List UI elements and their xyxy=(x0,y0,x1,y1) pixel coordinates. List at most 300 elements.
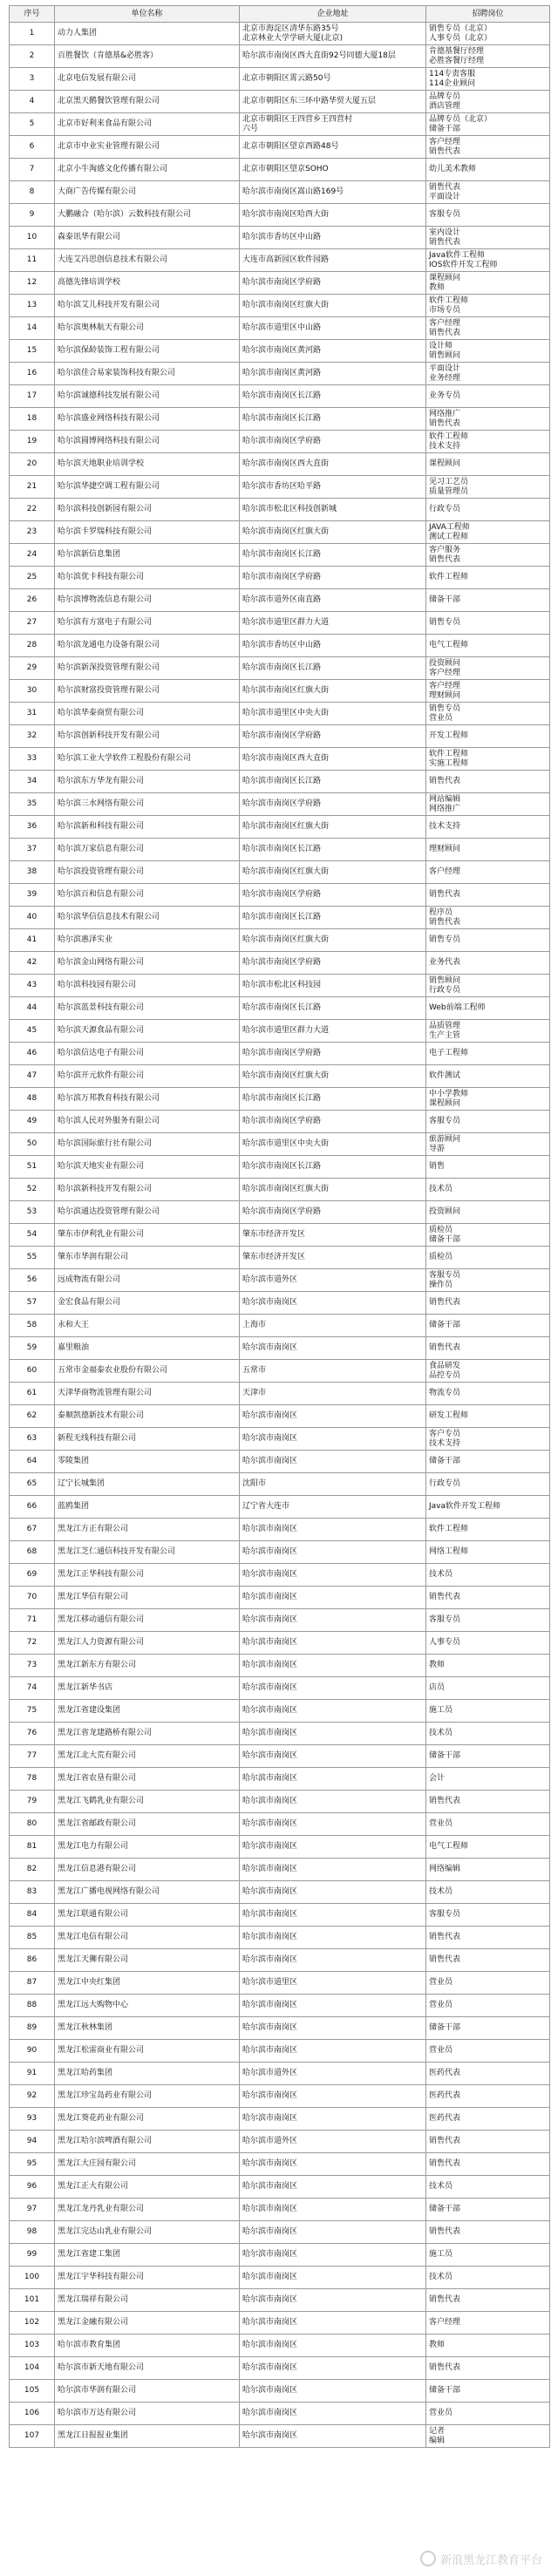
row-positions: 销售代表 xyxy=(426,1587,550,1609)
table-row xyxy=(10,2153,550,2176)
row-address: 哈尔滨市南岗区学府路 xyxy=(240,725,426,748)
row-address: 哈尔滨市南岗区 xyxy=(240,1723,426,1745)
table-row xyxy=(10,1881,550,1904)
table-row xyxy=(10,1632,550,1655)
table-row xyxy=(10,2335,550,2357)
row-address: 哈尔滨市南岗区学府路 xyxy=(240,431,426,453)
table-row xyxy=(10,181,550,204)
row-index: 48 xyxy=(10,1088,55,1111)
row-unit-name: 黑龙江华信有限公司 xyxy=(55,1587,240,1609)
row-address: 哈尔滨市南岗区红旗大街 xyxy=(240,521,426,544)
row-address: 哈尔滨市道里区 xyxy=(240,1972,426,1995)
row-unit-name: 哈尔滨东方华龙有限公司 xyxy=(55,771,240,793)
row-index: 90 xyxy=(10,2040,55,2063)
table-row xyxy=(10,2221,550,2244)
row-address: 哈尔滨市南岗区西大直街 xyxy=(240,748,426,771)
row-address: 哈尔滨市南岗区 xyxy=(240,2199,426,2221)
row-index: 63 xyxy=(10,1428,55,1451)
table-row xyxy=(10,1949,550,1972)
row-address: 哈尔滨市南岗区 xyxy=(240,1519,426,1541)
header-positions: 招聘岗位 xyxy=(426,6,550,23)
row-address: 上海市 xyxy=(240,1315,426,1337)
row-positions: 教师 xyxy=(426,1655,550,1677)
row-unit-name: 黑龙江联通有限公司 xyxy=(55,1904,240,1927)
table-row xyxy=(10,1541,550,1564)
row-unit-name: 北京电信发展有限公司 xyxy=(55,68,240,91)
row-unit-name: 哈尔滨奥林航天有限公司 xyxy=(55,317,240,340)
row-positions: Java软件开发工程师 xyxy=(426,1496,550,1519)
row-positions: 销售专员 营业员 xyxy=(426,703,550,725)
row-index: 52 xyxy=(10,1179,55,1201)
row-unit-name: 哈尔滨金山网络有限公司 xyxy=(55,952,240,975)
row-index: 10 xyxy=(10,227,55,249)
row-unit-name: 金宏食品有限公司 xyxy=(55,1292,240,1315)
table-row xyxy=(10,159,550,181)
table-row xyxy=(10,1995,550,2017)
row-index: 37 xyxy=(10,839,55,861)
row-address: 哈尔滨市南岗区 xyxy=(240,1337,426,1360)
row-positions: 软件工程师 技术支持 xyxy=(426,431,550,453)
row-index: 27 xyxy=(10,612,55,635)
table-row xyxy=(10,1337,550,1360)
table-row xyxy=(10,1791,550,1813)
row-address: 哈尔滨市南岗区 xyxy=(240,1564,426,1587)
row-unit-name: 哈尔滨投资管理有限公司 xyxy=(55,861,240,884)
row-positions: 施工员 xyxy=(426,1700,550,1723)
table-row xyxy=(10,1904,550,1927)
row-unit-name: 黑龙江正大有限公司 xyxy=(55,2176,240,2199)
row-index: 29 xyxy=(10,657,55,680)
row-unit-name: 哈尔滨信达电子有限公司 xyxy=(55,1043,240,1065)
row-index: 68 xyxy=(10,1541,55,1564)
row-index: 22 xyxy=(10,499,55,521)
row-address: 哈尔滨市南岗区学府路 xyxy=(240,952,426,975)
row-unit-name: 黑龙江电信有限公司 xyxy=(55,1927,240,1949)
row-positions: 客户经理 理财顾问 xyxy=(426,680,550,703)
row-address: 哈尔滨市松北区科技园 xyxy=(240,975,426,997)
row-positions: 品牌专员 酒店管理 xyxy=(426,91,550,113)
row-address: 哈尔滨市南岗区 xyxy=(240,1745,426,1768)
row-address: 哈尔滨市道里区群力大道 xyxy=(240,612,426,635)
row-unit-name: 哈尔滨保龄装饰工程有限公司 xyxy=(55,340,240,363)
row-unit-name: 零陵集团 xyxy=(55,1451,240,1473)
row-unit-name: 黑龙江珍宝岛药业有限公司 xyxy=(55,2085,240,2108)
row-index: 91 xyxy=(10,2063,55,2085)
table-row xyxy=(10,1201,550,1224)
table-row xyxy=(10,68,550,91)
table-row xyxy=(10,544,550,567)
row-positions: 客户经理 xyxy=(426,2312,550,2335)
row-positions: 程序员 销售代表 xyxy=(426,907,550,929)
row-address: 哈尔滨市南岗区学府路 xyxy=(240,567,426,589)
table-row xyxy=(10,997,550,1020)
row-index: 26 xyxy=(10,589,55,612)
row-address: 哈尔滨市松北区科技创新城 xyxy=(240,499,426,521)
table-row xyxy=(10,793,550,816)
table-row xyxy=(10,1269,550,1292)
row-positions: 品牌专员（北京） 储备干部 xyxy=(426,113,550,136)
row-address: 哈尔滨市南岗区 xyxy=(240,2040,426,2063)
row-positions: 销售代表 xyxy=(426,2289,550,2312)
table-row xyxy=(10,1677,550,1700)
row-positions: 行政专员 xyxy=(426,499,550,521)
table-row xyxy=(10,23,550,45)
row-address: 哈尔滨市道外区 xyxy=(240,2131,426,2153)
row-positions: 销售代表 平面设计 xyxy=(426,181,550,204)
row-positions: 软件测试 xyxy=(426,1065,550,1088)
row-address: 哈尔滨市南岗区黄河路 xyxy=(240,363,426,385)
row-address: 哈尔滨市南岗区 xyxy=(240,2108,426,2131)
row-positions: 储备干部 xyxy=(426,1451,550,1473)
row-index: 31 xyxy=(10,703,55,725)
table-row xyxy=(10,1315,550,1337)
row-positions: 室内设计 销售代表 xyxy=(426,227,550,249)
row-address: 哈尔滨市南岗区红旗大街 xyxy=(240,929,426,952)
row-positions: 医药代表 xyxy=(426,2108,550,2131)
row-positions: 电气工程师 xyxy=(426,1836,550,1859)
row-index: 46 xyxy=(10,1043,55,1065)
row-unit-name: 肇东市伊利乳业有限公司 xyxy=(55,1224,240,1247)
table-row xyxy=(10,1133,550,1156)
row-positions: 开发工程师 xyxy=(426,725,550,748)
row-address: 哈尔滨市道里区群力大道 xyxy=(240,1020,426,1043)
table-row xyxy=(10,1383,550,1405)
table-row xyxy=(10,907,550,929)
table-row xyxy=(10,2108,550,2131)
row-positions: 储备干部 xyxy=(426,2017,550,2040)
row-address: 沈阳市 xyxy=(240,1473,426,1496)
row-address: 哈尔滨市南岗区 xyxy=(240,2289,426,2312)
table-row xyxy=(10,1247,550,1269)
table-row xyxy=(10,1813,550,1836)
table-row xyxy=(10,1111,550,1133)
row-address: 大连市高新园区软件园路 xyxy=(240,249,426,272)
row-address: 哈尔滨市南岗区 xyxy=(240,2380,426,2403)
table-row xyxy=(10,861,550,884)
row-index: 3 xyxy=(10,68,55,91)
row-unit-name: 黑龙江移动通信有限公司 xyxy=(55,1609,240,1632)
table-row xyxy=(10,680,550,703)
row-address: 哈尔滨市南岗区 xyxy=(240,2312,426,2335)
row-unit-name: 哈尔滨科技园有限公司 xyxy=(55,975,240,997)
row-unit-name: 蓝鸥集团 xyxy=(55,1496,240,1519)
row-unit-name: 黑龙江省建工集团 xyxy=(55,2244,240,2267)
row-unit-name: 黑龙江正华科技有限公司 xyxy=(55,1564,240,1587)
row-index: 94 xyxy=(10,2131,55,2153)
row-address: 哈尔滨市南岗区学府路 xyxy=(240,1201,426,1224)
row-address: 北京市朝阳区望京西路48号 xyxy=(240,136,426,159)
row-address: 哈尔滨市南岗区长江路 xyxy=(240,997,426,1020)
table-row xyxy=(10,317,550,340)
row-address: 哈尔滨市南岗区 xyxy=(240,2085,426,2108)
row-unit-name: 黑龙江中央红集团 xyxy=(55,1972,240,1995)
watermark-text: 新浪黑龙江教育平台 xyxy=(439,2554,542,2567)
row-index: 74 xyxy=(10,1677,55,1700)
table-row xyxy=(10,567,550,589)
table-row xyxy=(10,2176,550,2199)
row-index: 78 xyxy=(10,1768,55,1791)
row-index: 24 xyxy=(10,544,55,567)
table-row xyxy=(10,499,550,521)
row-positions: 幼儿美术教师 xyxy=(426,159,550,181)
row-address: 哈尔滨市南岗区学府路 xyxy=(240,1111,426,1133)
row-index: 18 xyxy=(10,408,55,431)
row-positions: 软件工程师 市场专员 xyxy=(426,295,550,317)
row-index: 11 xyxy=(10,249,55,272)
row-positions: 课程顾问 xyxy=(426,453,550,476)
row-unit-name: 哈尔滨通达投资管理有限公司 xyxy=(55,1201,240,1224)
row-positions: 物流专员 xyxy=(426,1383,550,1405)
row-positions: 理财顾问 xyxy=(426,839,550,861)
row-address: 哈尔滨市南岗区 xyxy=(240,1655,426,1677)
row-address: 哈尔滨市南岗区 xyxy=(240,1768,426,1791)
row-index: 20 xyxy=(10,453,55,476)
row-address: 哈尔滨市南岗区 xyxy=(240,2357,426,2380)
row-unit-name: 黑龙江秋林集团 xyxy=(55,2017,240,2040)
row-positions: 业务专员 xyxy=(426,385,550,408)
row-positions: 电气工程师 xyxy=(426,635,550,657)
row-unit-name: 哈尔滨诚德科技发展有限公司 xyxy=(55,385,240,408)
row-address: 哈尔滨市南岗区 xyxy=(240,2403,426,2425)
row-unit-name: 黑龙江省建设集团 xyxy=(55,1700,240,1723)
row-positions: 软件工程师 xyxy=(426,567,550,589)
row-positions: 肯德基餐厅经理 必胜客餐厅经理 xyxy=(426,45,550,68)
row-index: 93 xyxy=(10,2108,55,2131)
row-index: 76 xyxy=(10,1723,55,1745)
table-row xyxy=(10,2017,550,2040)
row-unit-name: 哈尔滨卡罗瑞科技有限公司 xyxy=(55,521,240,544)
row-unit-name: 黑龙江芝仁通信科技开发有限公司 xyxy=(55,1541,240,1564)
table-row xyxy=(10,2199,550,2221)
table-row xyxy=(10,91,550,113)
row-unit-name: 哈尔滨科技创新园有限公司 xyxy=(55,499,240,521)
table-row xyxy=(10,204,550,227)
row-positions: 医药代表 xyxy=(426,2063,550,2085)
row-address: 哈尔滨市南岗区长江路 xyxy=(240,839,426,861)
row-address: 哈尔滨市南岗区嵩山路169号 xyxy=(240,181,426,204)
table-row xyxy=(10,2244,550,2267)
table-row xyxy=(10,952,550,975)
table-row xyxy=(10,2063,550,2085)
row-index: 95 xyxy=(10,2153,55,2176)
row-unit-name: 北京黑天鹅餐饮管理有限公司 xyxy=(55,91,240,113)
row-address: 哈尔滨市南岗区 xyxy=(240,1632,426,1655)
row-address: 哈尔滨市道里区中央大街 xyxy=(240,1133,426,1156)
row-unit-name: 哈尔滨市万达有限公司 xyxy=(55,2403,240,2425)
table-row xyxy=(10,839,550,861)
table-row xyxy=(10,589,550,612)
row-unit-name: 黑龙江新华书店 xyxy=(55,1677,240,1700)
row-positions: 储备干部 xyxy=(426,1745,550,1768)
row-unit-name: 哈尔滨市教育集团 xyxy=(55,2335,240,2357)
row-address: 哈尔滨市南岗区 xyxy=(240,1904,426,1927)
row-unit-name: 黑龙江松雷商业有限公司 xyxy=(55,2040,240,2063)
table-row xyxy=(10,453,550,476)
row-address: 哈尔滨市道外区 xyxy=(240,2063,426,2085)
row-address: 哈尔滨市南岗区 xyxy=(240,1881,426,1904)
row-index: 69 xyxy=(10,1564,55,1587)
table-row xyxy=(10,1655,550,1677)
table-row xyxy=(10,272,550,295)
row-unit-name: 黑龙江方正有限公司 xyxy=(55,1519,240,1541)
row-positions: 销售代表 xyxy=(426,1791,550,1813)
row-positions: 销售代表 xyxy=(426,1949,550,1972)
row-address: 天津市 xyxy=(240,1383,426,1405)
row-unit-name: 大连艾冯思创信息技术有限公司 xyxy=(55,249,240,272)
row-unit-name: 哈尔滨龙通电力设备有限公司 xyxy=(55,635,240,657)
row-address: 哈尔滨市南岗区学府路 xyxy=(240,884,426,907)
row-index: 57 xyxy=(10,1292,55,1315)
row-unit-name: 黑龙江金融有限公司 xyxy=(55,2312,240,2335)
row-index: 88 xyxy=(10,1995,55,2017)
row-unit-name: 五常市金福泰农业股份有限公司 xyxy=(55,1360,240,1383)
row-address: 北京市朝阳区望京SOHO xyxy=(240,159,426,181)
table-row xyxy=(10,703,550,725)
row-index: 5 xyxy=(10,113,55,136)
row-index: 50 xyxy=(10,1133,55,1156)
row-address: 哈尔滨市南岗区红旗大街 xyxy=(240,1179,426,1201)
row-index: 60 xyxy=(10,1360,55,1383)
table-row xyxy=(10,1519,550,1541)
row-address: 哈尔滨市南岗区 xyxy=(240,1677,426,1700)
row-address: 哈尔滨市南岗区 xyxy=(240,1791,426,1813)
row-address: 哈尔滨市道外区南直路 xyxy=(240,589,426,612)
row-unit-name: 北京市中业实业管理有限公司 xyxy=(55,136,240,159)
row-index: 53 xyxy=(10,1201,55,1224)
table-row xyxy=(10,1428,550,1451)
row-index: 8 xyxy=(10,181,55,204)
row-positions: 人事专员 xyxy=(426,1632,550,1655)
row-positions: 客户经理 销售代表 xyxy=(426,317,550,340)
row-address: 哈尔滨市南岗区 xyxy=(240,1587,426,1609)
header-address: 企业地址 xyxy=(240,6,426,23)
row-index: 86 xyxy=(10,1949,55,1972)
row-positions: 客服专员 xyxy=(426,1111,550,1133)
row-unit-name: 黑龙江电力有限公司 xyxy=(55,1836,240,1859)
row-address: 哈尔滨市南岗区 xyxy=(240,1428,426,1451)
row-address: 哈尔滨市香坊区中山路 xyxy=(240,227,426,249)
table-row xyxy=(10,1859,550,1881)
table-row xyxy=(10,2289,550,2312)
row-index: 81 xyxy=(10,1836,55,1859)
row-index: 85 xyxy=(10,1927,55,1949)
row-positions: 114专责客服 114企业顾问 xyxy=(426,68,550,91)
row-unit-name: 黑龙江天狮有限公司 xyxy=(55,1949,240,1972)
row-positions: 销售专员 xyxy=(426,929,550,952)
row-positions: 研发工程师 xyxy=(426,1405,550,1428)
table-row xyxy=(10,1587,550,1609)
row-unit-name: 黑龙江远大购物中心 xyxy=(55,1995,240,2017)
row-index: 102 xyxy=(10,2312,55,2335)
row-positions: JAVA工程师 测试工程师 xyxy=(426,521,550,544)
row-positions: 营业员 xyxy=(426,2403,550,2425)
table-row xyxy=(10,136,550,159)
table-row xyxy=(10,2357,550,2380)
row-address: 哈尔滨市南岗区 xyxy=(240,1609,426,1632)
row-positions: 客服专员 操作员 xyxy=(426,1269,550,1292)
table-row xyxy=(10,1609,550,1632)
row-address: 哈尔滨市南岗区学府路 xyxy=(240,793,426,816)
row-positions: 储备干部 xyxy=(426,2199,550,2221)
row-address: 哈尔滨市道外区 xyxy=(240,1269,426,1292)
row-index: 103 xyxy=(10,2335,55,2357)
row-positions: 教师 xyxy=(426,2335,550,2357)
row-address: 哈尔滨市道里区中山路 xyxy=(240,317,426,340)
row-positions: 医药代表 xyxy=(426,2085,550,2108)
row-positions: 客服专员 xyxy=(426,1609,550,1632)
table-header-row xyxy=(10,6,550,23)
row-unit-name: 哈尔滨盛业网络科技有限公司 xyxy=(55,408,240,431)
row-unit-name: 哈尔滨天地职业培训学校 xyxy=(55,453,240,476)
row-unit-name: 哈尔滨创新科技开发有限公司 xyxy=(55,725,240,748)
row-positions: 销售代表 xyxy=(426,2131,550,2153)
row-address: 哈尔滨市南岗区 xyxy=(240,1813,426,1836)
row-positions: 储备干部 xyxy=(426,2380,550,2403)
row-index: 15 xyxy=(10,340,55,363)
table-row xyxy=(10,1088,550,1111)
watermark xyxy=(420,2551,542,2567)
row-positions: 技术员 xyxy=(426,1723,550,1745)
table-row xyxy=(10,1700,550,1723)
row-positions: 销售代表 xyxy=(426,1292,550,1315)
row-index: 83 xyxy=(10,1881,55,1904)
row-index: 98 xyxy=(10,2221,55,2244)
table-row xyxy=(10,771,550,793)
row-positions: 客户经理 xyxy=(426,861,550,884)
row-unit-name: 黑龙江省龙建路桥有限公司 xyxy=(55,1723,240,1745)
table-row xyxy=(10,725,550,748)
table-row xyxy=(10,1065,550,1088)
row-index: 44 xyxy=(10,997,55,1020)
row-positions: 客户经理 销售代表 xyxy=(426,136,550,159)
row-positions: 网络推广 销售代表 xyxy=(426,408,550,431)
row-address: 哈尔滨市南岗区学府路 xyxy=(240,272,426,295)
row-index: 97 xyxy=(10,2199,55,2221)
row-unit-name: 肇东市华润有限公司 xyxy=(55,1247,240,1269)
row-unit-name: 黑龙江宇华科技有限公司 xyxy=(55,2267,240,2289)
table-row xyxy=(10,2403,550,2425)
row-unit-name: 北京小牛淘感文化传播有限公司 xyxy=(55,159,240,181)
row-positions: 店员 xyxy=(426,1677,550,1700)
row-positions: Java软件工程师 IOS软件开发工程师 xyxy=(426,249,550,272)
row-positions: 设计师 销售顾问 xyxy=(426,340,550,363)
row-address: 哈尔滨市南岗区 xyxy=(240,1927,426,1949)
row-positions: Web前端工程师 xyxy=(426,997,550,1020)
row-index: 107 xyxy=(10,2425,55,2448)
table-row xyxy=(10,431,550,453)
table-row xyxy=(10,1360,550,1383)
watermark-logo-icon xyxy=(420,2551,436,2566)
row-address: 哈尔滨市南岗区红旗大街 xyxy=(240,816,426,839)
row-index: 104 xyxy=(10,2357,55,2380)
row-index: 40 xyxy=(10,907,55,929)
row-address: 北京市朝阳区霄云路50号 xyxy=(240,68,426,91)
row-index: 28 xyxy=(10,635,55,657)
row-unit-name: 哈尔滨百和信息有限公司 xyxy=(55,884,240,907)
row-positions: 会计 xyxy=(426,1768,550,1791)
table-row xyxy=(10,816,550,839)
row-positions: 软件工程师 实施工程师 xyxy=(426,748,550,771)
table-row xyxy=(10,340,550,363)
row-index: 17 xyxy=(10,385,55,408)
row-positions: 客户服务 销售代表 xyxy=(426,544,550,567)
table-row xyxy=(10,1723,550,1745)
row-index: 96 xyxy=(10,2176,55,2199)
row-unit-name: 高德先锋培训学校 xyxy=(55,272,240,295)
row-index: 51 xyxy=(10,1156,55,1179)
row-index: 55 xyxy=(10,1247,55,1269)
row-unit-name: 哈尔滨市华润有限公司 xyxy=(55,2380,240,2403)
